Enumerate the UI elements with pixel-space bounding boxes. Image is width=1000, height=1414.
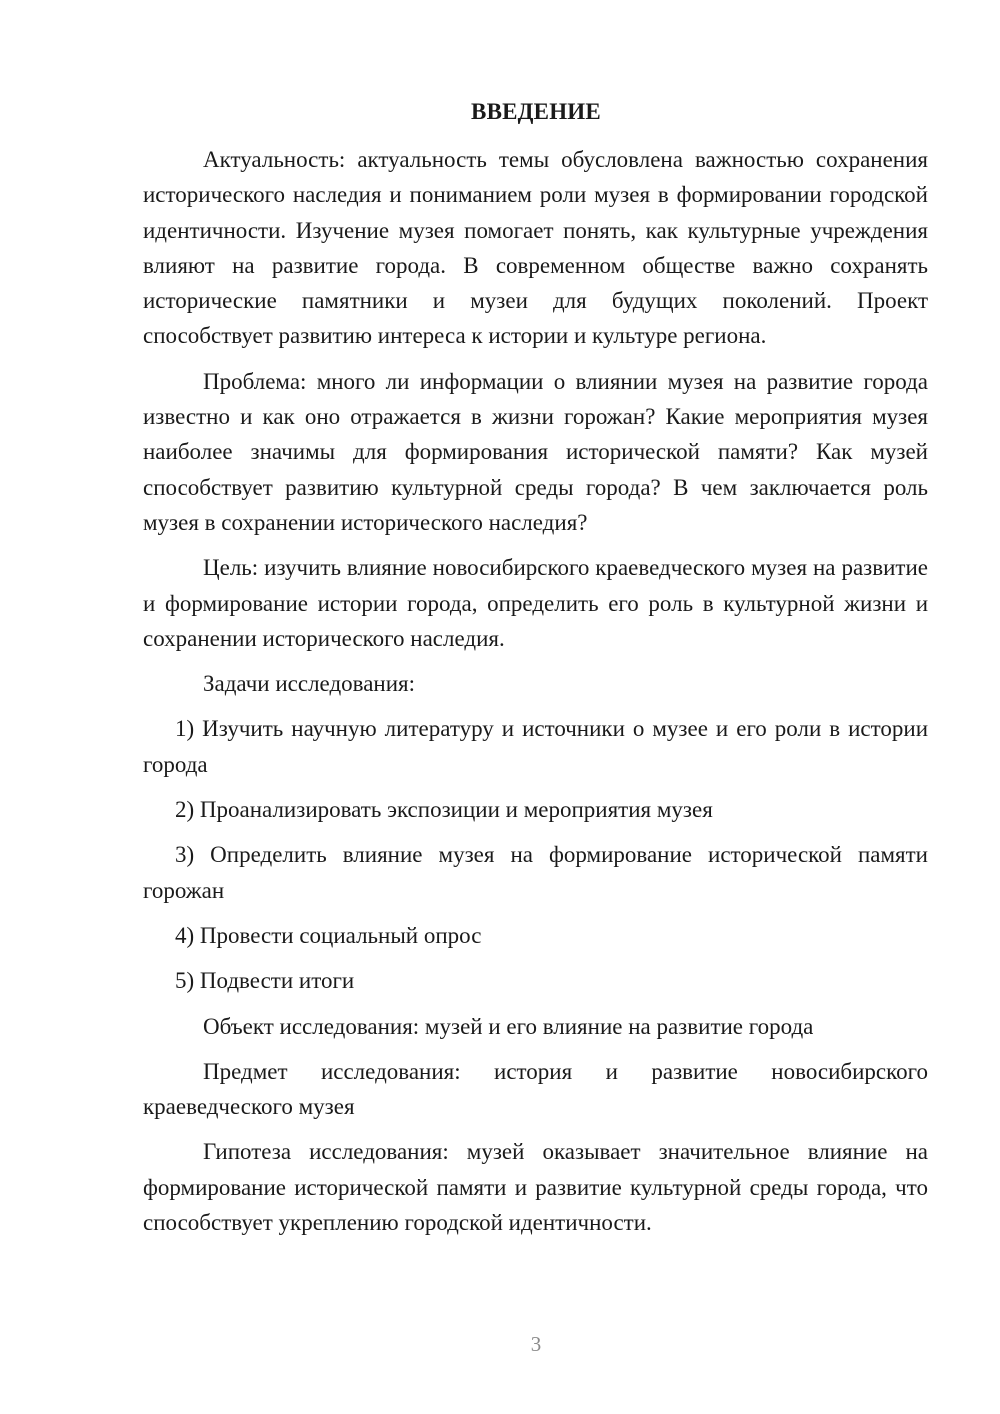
page-title: ВВЕДЕНИЕ — [471, 99, 601, 124]
paragraph-subject: Предмет исследования: история и развитие новосибирского краеведческого музея — [143, 1058, 928, 1120]
task-item: 2) Проанализировать экспозиции и мероприятия музея — [175, 797, 713, 823]
tasks-heading: Задачи исследования: — [203, 671, 416, 697]
paragraph-actuality: Актуальность: актуальность темы обусловлена важностью сохранения исторического наследия и пониманием роли музея в формировании городской идентичности. Изучение музея помогает понять, как культурные учреждения влияют на развитие города. В современном обществе важно сохранять исторические памятники и музеи для будущих поколений. Проект способствует развитию интереса к истории и культуре региона. — [143, 147, 928, 349]
task-item: 3) Определить влияние музея на формирование исторической памяти горожан — [143, 842, 928, 903]
task-item: 4) Провести социальный опрос — [175, 922, 482, 948]
task-item: 1) Изучить научную литературу и источники о музее и его роли в истории города — [143, 716, 928, 777]
paragraph-hypothesis: Гипотеза исследования: музей оказывает значительное влияние на формирование исторической памяти и развитие культурной среды города, что способствует укреплению городской идентичности. — [143, 1139, 928, 1236]
paragraph-goal: Цель: изучить влияние новосибирского краеведческого музея на развитие и формирование истории города, определить его роль в культурной жизни и сохранении исторического наследия. — [143, 555, 928, 651]
task-item: 5) Подвести итоги — [175, 968, 355, 994]
body-text — [143, 142, 928, 1240]
paragraph-object: Объект исследования: музей и его влияние на развитие города — [203, 1013, 814, 1039]
paragraph-problem: Проблема: много ли информации о влиянии музея на развитие города известно и как оно отражается в жизни горожан? Какие мероприятия музея наиболее значимы для формирования исторической памяти? Как музей способствует развитию культурной среды города? В чем заключается роль музея в сохранении исторического наследия? — [143, 368, 928, 535]
page-number: 3 — [530, 1332, 542, 1356]
